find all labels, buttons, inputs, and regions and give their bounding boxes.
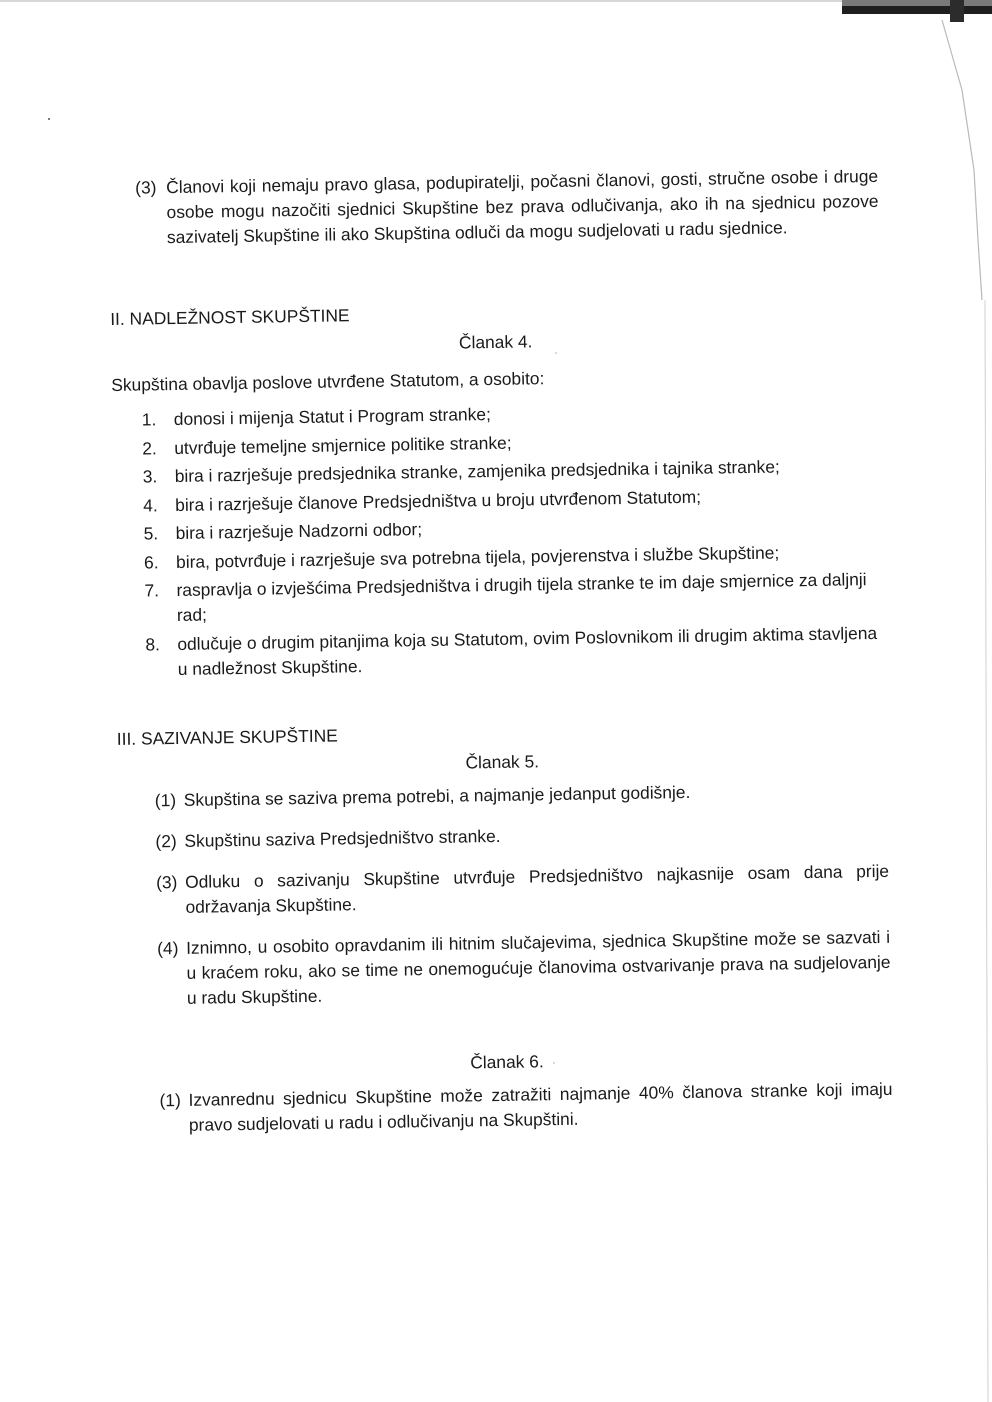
- document-body: [108, 164, 893, 1154]
- list-item-text: odlučuje o drugim pitanjima koja su Statutom, ovim Poslovnikom ili drugim aktima stavljena u nadležnost Skupštine.: [177, 622, 878, 679]
- paragraph-text: Članovi koji nemaju pravo glasa, podupiratelji, počasni članovi, gosti, stručne osobe i druge osobe mogu nazočiti sjednici Skupštine bez prava odlučivanja, ako ih na sjednicu pozove sazivatelj Skupštine ili ako Skupština odluči da mogu sudjelovati u radu sjednice.: [166, 165, 879, 248]
- list-item-text: bira i razrješuje Nadzorni odbor;: [175, 519, 423, 543]
- paragraph-number: (4): [156, 937, 179, 958]
- list-item-number: 5.: [143, 523, 159, 544]
- list-item-number: 7.: [144, 580, 160, 601]
- paragraph-number: (3): [135, 177, 157, 198]
- scan-speck: [48, 118, 50, 120]
- paragraph: [119, 858, 890, 920]
- paragraph-text: Iznimno, u osobito opravdanim ili hitnim slučajevima, sjednica Skupštine može se sazvati i u kraćem roku, ako se time ne onemogućuje članovima ostvarivanje prava na sudjelovanje u radu Skupštine.: [185, 926, 891, 1008]
- competence-list: [112, 396, 886, 683]
- list-item-number: 4.: [143, 494, 158, 515]
- scan-right-edge: [932, 0, 992, 1402]
- paragraph-text: Izvanrednu sjednicu Skupštine može zatražiti najmanje 40% članova stranke koji imaju pravo sudjelovati u radu i odlučivanju na Skupštini.: [188, 1078, 893, 1135]
- article-lead-text: Skupština obavlja poslove utvrđene Statutom, a osobito:: [111, 368, 545, 395]
- list-item-text: bira, potvrđuje i razrješuje sva potrebna tijela, povjerenstva i službe Skupštine;: [175, 542, 780, 572]
- list-item-number: 1.: [141, 409, 157, 430]
- section-3: [117, 714, 893, 1138]
- article-title-4: Članak 4.: [458, 331, 533, 353]
- list-item-text: donosi i mijenja Statut i Program stranke;: [173, 404, 491, 429]
- paragraph-3: [108, 164, 879, 251]
- section-heading-3: III. SAZIVANJE SKUPŠTINE: [116, 724, 338, 749]
- paragraph: [120, 924, 891, 1011]
- paragraph-text: Odluku o sazivanju Skupštine utvrđuje Predsjedništvo najkasnije osam dana prije održavanja Skupštine.: [184, 860, 890, 917]
- article-title-5: Članak 5.: [465, 750, 540, 772]
- paragraph: [118, 817, 888, 854]
- paragraph-text: Skupštinu saziva Predsjedništvo stranke.: [184, 825, 501, 851]
- article-title-6: Članak 6.: [470, 1050, 544, 1072]
- paragraph-number: (3): [155, 871, 178, 892]
- list-item: [114, 567, 885, 629]
- list-item-number: 3.: [142, 466, 158, 487]
- paragraph-number: (1): [154, 789, 177, 810]
- paragraph: [122, 1076, 893, 1138]
- paragraph-text: Skupština se saziva prema potrebi, a najmanje jedanput godišnje.: [183, 781, 691, 810]
- list-item-text: bira i razrješuje predsjednika stranke, zamjenika predsjednika i tajnika stranke;: [174, 456, 780, 486]
- paragraph: [118, 776, 888, 813]
- scan-corner-mark: [842, 0, 992, 22]
- list-item-number: 2.: [142, 437, 157, 458]
- list-item-number: 6.: [143, 551, 159, 572]
- section-heading-2: II. NADLEŽNOST SKUPŠTINE: [110, 305, 350, 329]
- paragraph-number: (1): [159, 1089, 181, 1110]
- list-item-text: raspravlja o izvješćima Predsjedništva i drugih tijela stranke te im daje smjernice za daljnji rad;: [176, 569, 867, 625]
- list-item-number: 8.: [145, 633, 161, 654]
- list-item-text: utvrđuje temeljne smjernice politike stranke;: [174, 432, 512, 458]
- paragraph-number: (2): [155, 830, 177, 851]
- list-item-text: bira i razrješuje članove Predsjedništva u broju utvrđenom Statutom;: [175, 486, 702, 515]
- list-item: [115, 620, 886, 682]
